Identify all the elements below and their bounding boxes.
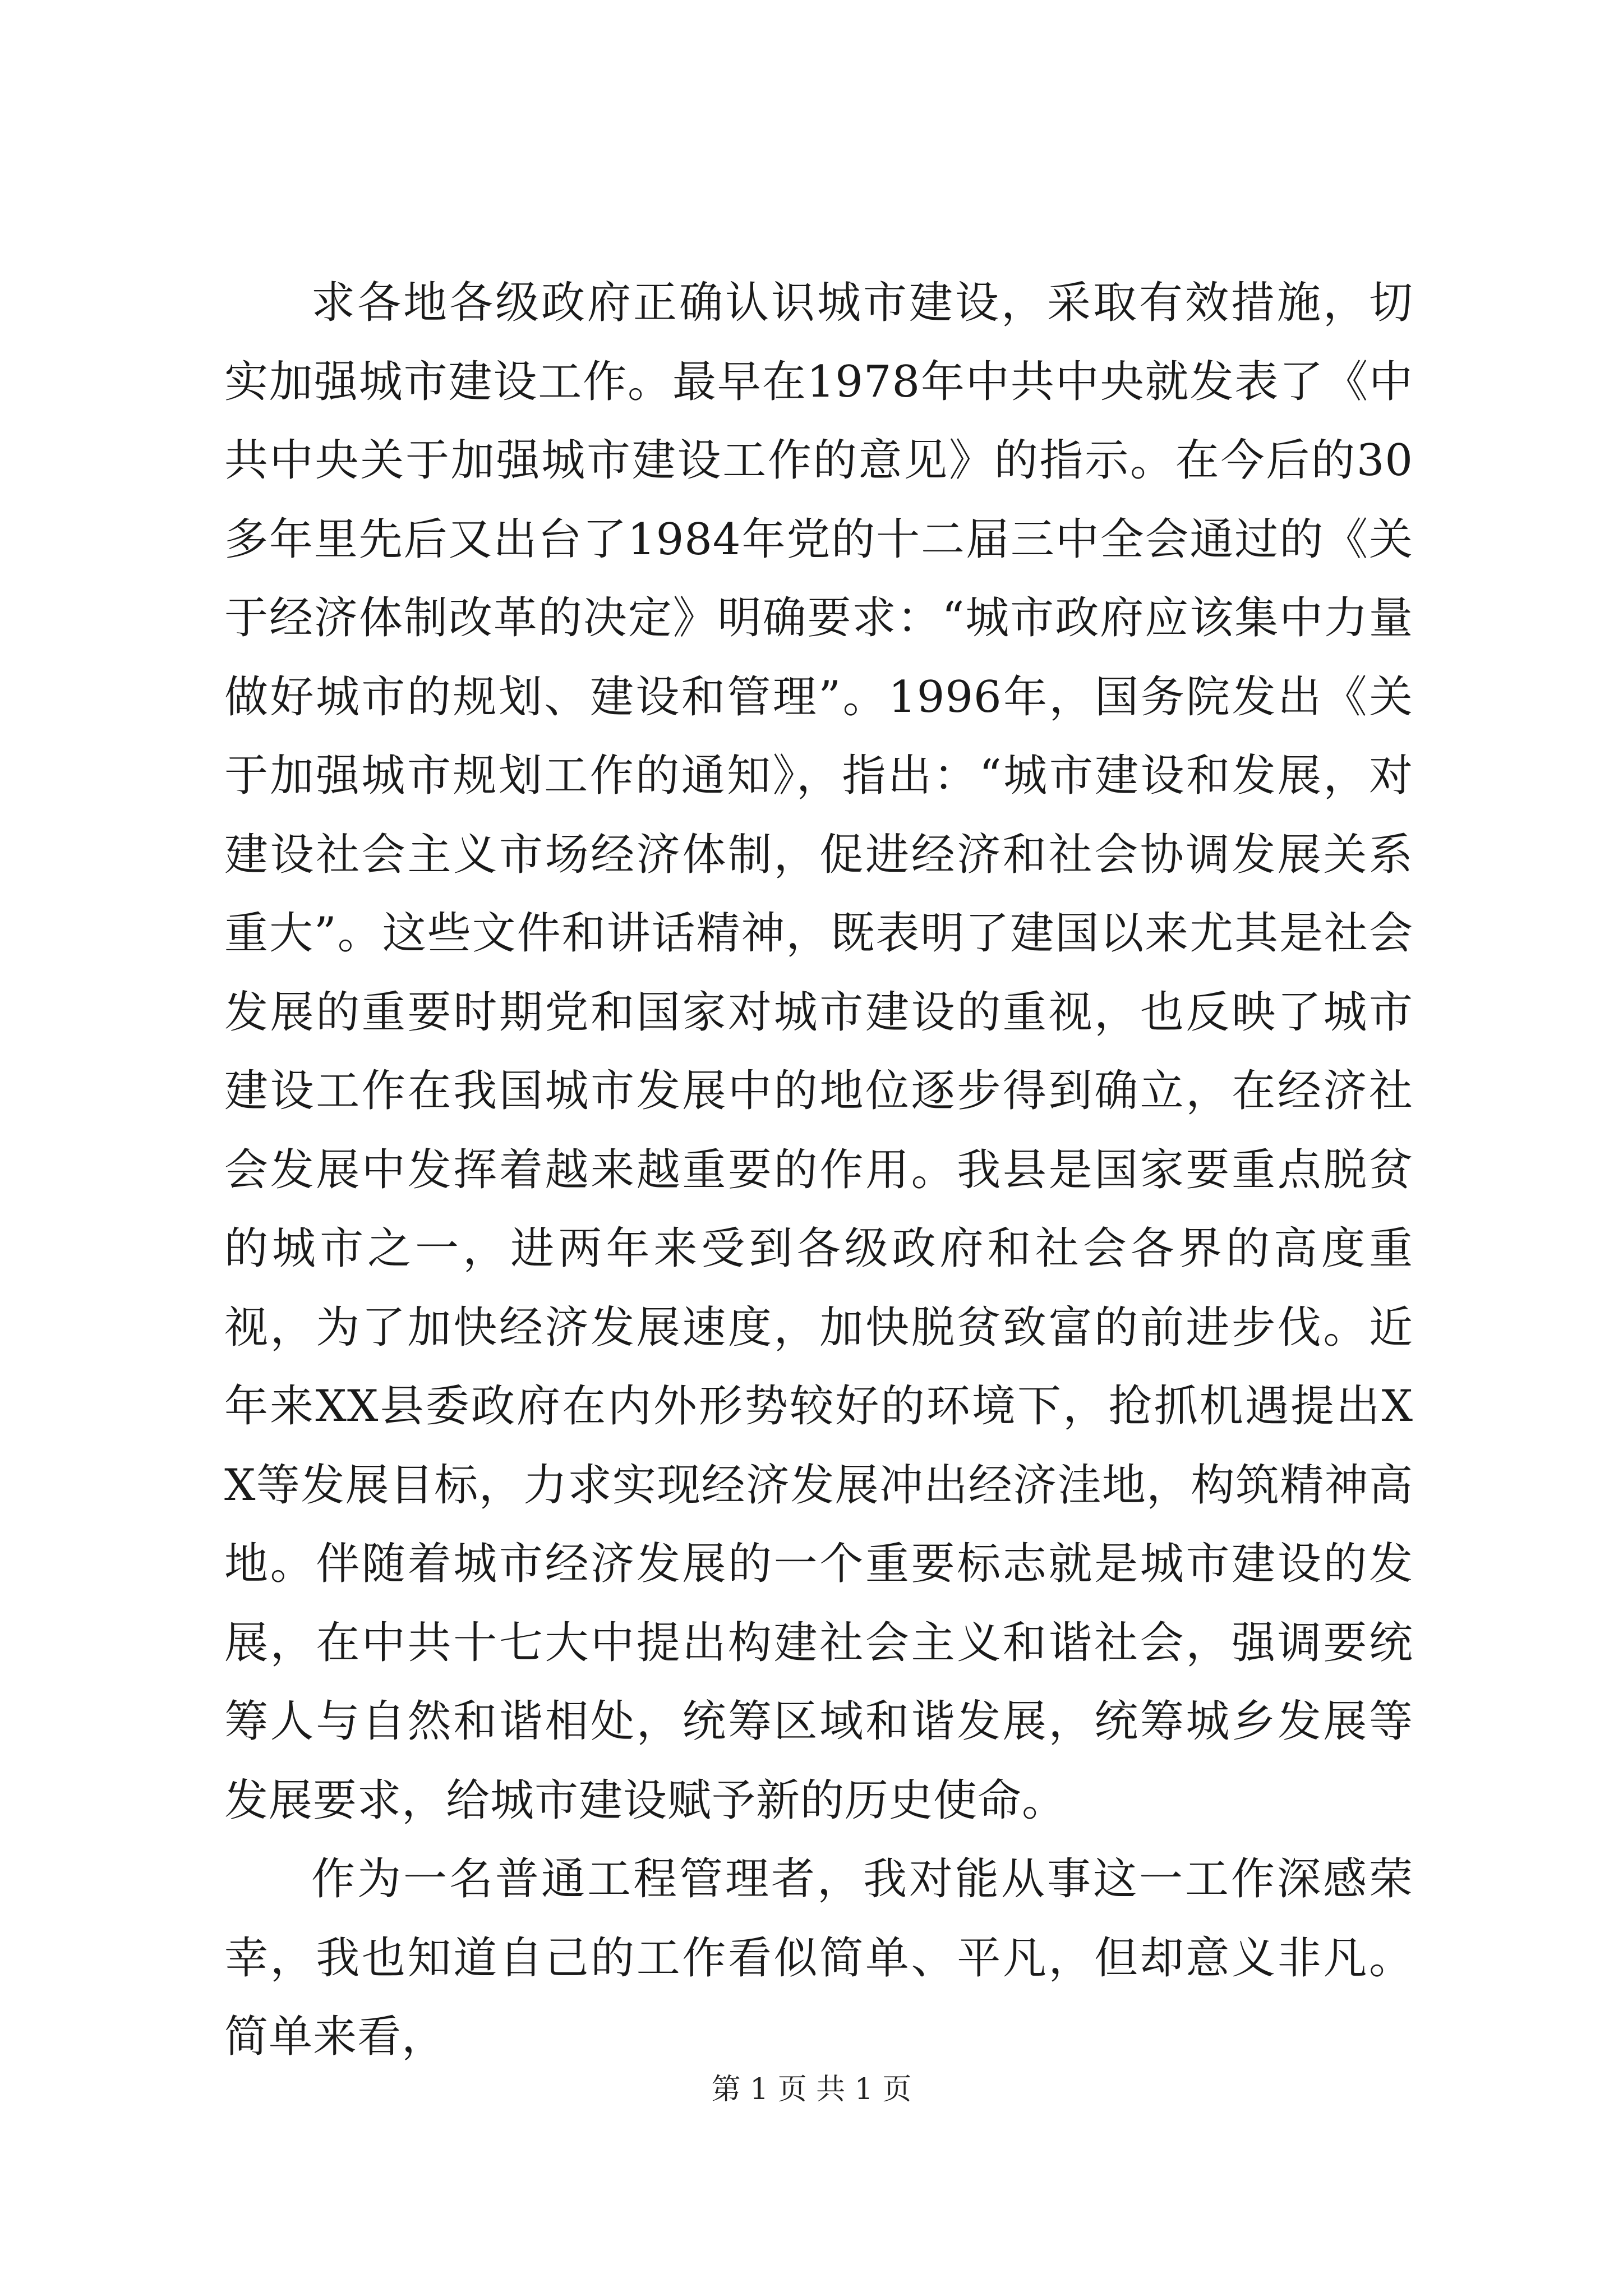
- document-body: [224, 264, 1413, 2077]
- paragraph-2: 作为一名普通工程管理者，我对能从事这一工作深感荣幸，我也知道自己的工作看似简单、平凡，但却意义非凡。简单来看，: [224, 1854, 1413, 2062]
- paragraph-1: 求各地各级政府正确认识城市建设，采取有效措施，切实加强城市建设工作。最早在1978年中共中央就发表了《中共中央关于加强城市建设工作的意见》的指示。在今后的30多年里先后又出台了1984年党的十二届三中全会通过的《关于经济体制改革的决定》明确要求：“城市政府应该集中力量做好城市的规划、建设和管理”。1996年，国务院发出《关于加强城市规划工作的通知》，指出：“城市建设和发展，对建设社会主义市场经济体制，促进经济和社会协调发展关系重大”。这些文件和讲话精神，既表明了建国以来尤其是社会发展的重要时期党和国家对城市建设的重视，也反映了城市建设工作在我国城市发展中的地位逐步得到确立，在经济社会发展中发挥着越来越重要的作用。我县是国家要重点脱贫的城市之一，进两年来受到各级政府和社会各界的高度重视，为了加快经济发展速度，加快脱贫致富的前进步伐。近年来XX县委政府在内外形势较好的环境下，抢抓机遇提出XX等发展目标，力求实现经济发展冲出经济洼地，构筑精神高地。伴随着城市经济发展的一个重要标志就是城市建设的发展，在中共十七大中提出构建社会主义和谐社会，强调要统筹人与自然和谐相处，统筹区域和谐发展，统筹城乡发展等发展要求，给城市建设赋予新的历史使命。: [224, 278, 1413, 1826]
- page-footer: 第 1 页 共 1 页: [711, 2073, 912, 2106]
